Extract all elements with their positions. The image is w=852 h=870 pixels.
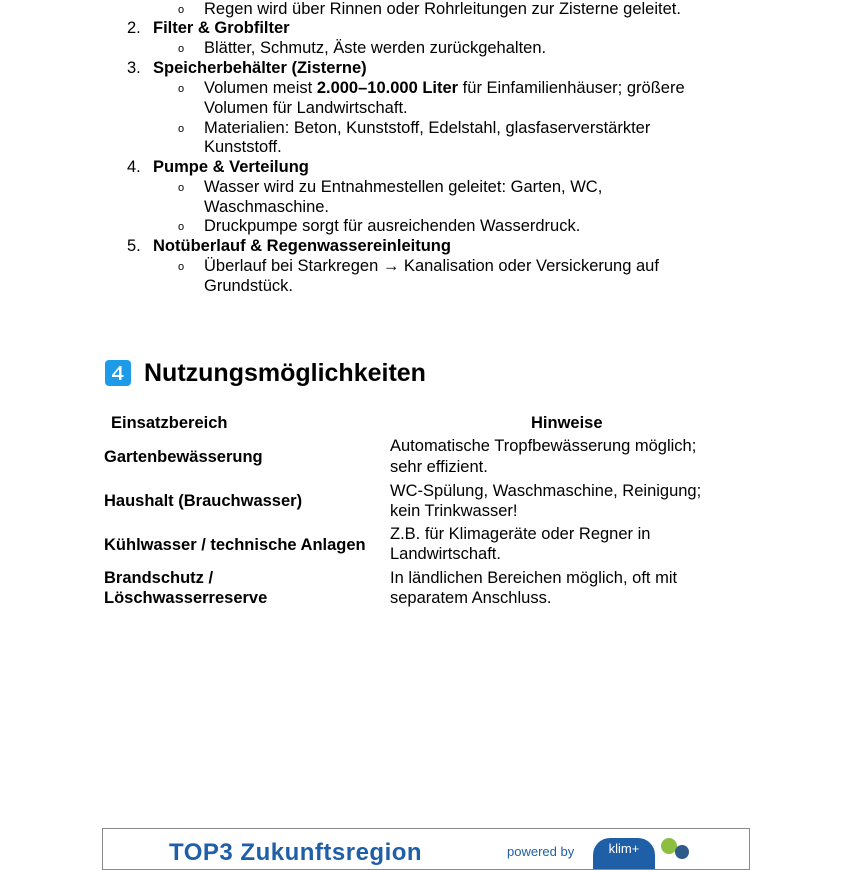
footer-title: TOP3 Zukunftsregion <box>169 839 423 866</box>
list-bullet-text: Druckpumpe sorgt für ausreichenden Wasserdruck. <box>204 217 581 235</box>
table-cell-hinweis-cont: separatem Anschluss. <box>390 589 552 607</box>
table-cell-bereich: Kühlwasser / technische Anlagen <box>104 536 366 554</box>
list-number: 4. <box>127 158 141 176</box>
list-item-title: Pumpe & Verteilung <box>153 158 309 176</box>
table-cell-hinweis: Automatische Tropfbewässerung möglich; <box>390 437 697 455</box>
bullet-marker: o <box>178 261 185 273</box>
bullet-marker: o <box>178 221 185 233</box>
bullet-marker: o <box>178 4 185 16</box>
table-cell-bereich-cont: Löschwasserreserve <box>104 589 268 607</box>
section-title: Nutzungsmöglichkeiten <box>144 359 426 387</box>
list-item-title: Notüberlauf & Regenwassereinleitung <box>153 237 451 255</box>
list-bullet-text-cont: Waschmaschine. <box>204 198 330 216</box>
bullet-marker: o <box>178 43 185 55</box>
list-bullet-text: Regen wird über Rinnen oder Rohrleitungen zur Zisterne geleitet. <box>204 0 681 18</box>
section-heading <box>105 358 426 388</box>
bullet-marker: o <box>178 182 185 194</box>
footer-banner <box>102 828 750 870</box>
list-bullet-text-cont: Volumen für Landwirtschaft. <box>204 99 408 117</box>
table-cell-hinweis: Z.B. für Klimageräte oder Regner in <box>390 525 651 543</box>
table-header-einsatzbereich: Einsatzbereich <box>111 414 228 432</box>
table-cell-hinweis-cont: sehr effizient. <box>390 458 488 476</box>
list-bullet-text: Blätter, Schmutz, Äste werden zurückgehalten. <box>204 39 547 57</box>
bullet-marker: o <box>178 83 185 95</box>
list-bullet-text: Materialien: Beton, Kunststoff, Edelstahl, glasfaserverstärkter <box>204 119 651 137</box>
list-bullet-text-cont: Grundstück. <box>204 277 293 295</box>
list-number: 5. <box>127 237 141 255</box>
keycap-four-glyph <box>109 364 127 382</box>
list-item-title: Speicherbehälter (Zisterne) <box>153 59 367 77</box>
list-bullet-text-cont: Kunststoff. <box>204 138 282 156</box>
table-header-hinweise: Hinweise <box>531 414 603 432</box>
list-number: 2. <box>127 19 141 37</box>
table-cell-hinweis: WC-Spülung, Waschmaschine, Reinigung; <box>390 482 702 500</box>
table-cell-bereich: Haushalt (Brauchwasser) <box>104 492 303 510</box>
list-bullet-text: Überlauf bei Starkregen → Kanalisation oder Versickerung auf <box>204 257 659 275</box>
list-number: 3. <box>127 59 141 77</box>
table-cell-bereich: Gartenbewässerung <box>104 448 263 466</box>
list-bullet-text: Wasser wird zu Entnahmestellen geleitet: Garten, WC, <box>204 178 603 196</box>
table-cell-hinweis-cont: Landwirtschaft. <box>390 545 501 563</box>
logo-dot-blue <box>675 845 689 859</box>
footer-powered-by: powered by <box>507 844 575 859</box>
table-cell-bereich: Brandschutz / <box>104 569 214 587</box>
bullet-marker: o <box>178 123 185 135</box>
klima-logo: klim+ <box>593 838 655 870</box>
table-cell-hinweis-cont: kein Trinkwasser! <box>390 502 518 520</box>
table-cell-hinweis: In ländlichen Bereichen möglich, oft mit <box>390 569 678 587</box>
keycap-four-icon <box>105 360 131 386</box>
list-item-title: Filter & Grobfilter <box>153 19 290 37</box>
list-bullet-text: Volumen meist 2.000–10.000 Liter für Einfamilienhäuser; größere <box>204 79 685 97</box>
